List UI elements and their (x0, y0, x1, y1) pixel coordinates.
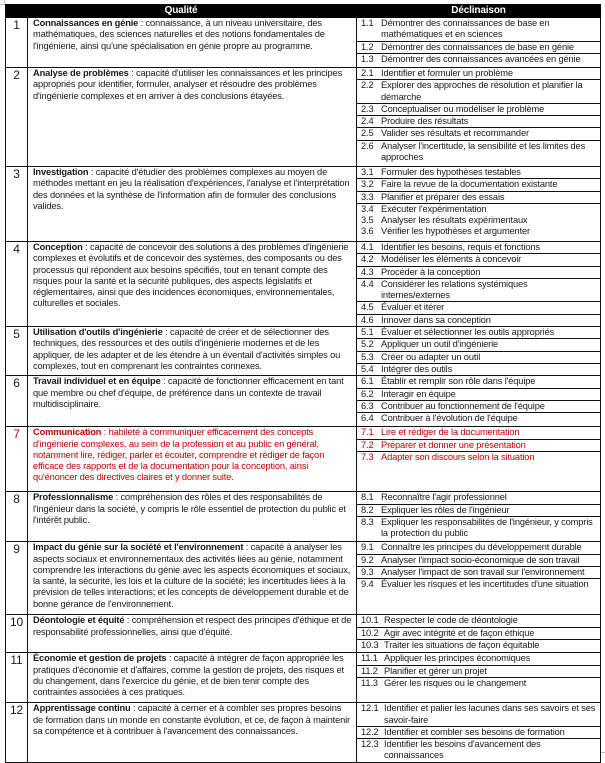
declension-item (357, 327, 600, 339)
quality-title: Analyse de problèmes (33, 68, 129, 78)
table-row (6, 376, 601, 427)
declension-code: 4.3 (361, 266, 374, 277)
declension-item (357, 401, 600, 413)
declension-cell (357, 376, 601, 427)
declension-label: Planifier et préparer des essais (381, 191, 505, 202)
declension-label: Expliquer les responsabilités de l'ingénieur, y compris la protection du public (381, 516, 593, 539)
table-row (6, 242, 601, 327)
quality-number: 8 (6, 492, 28, 542)
declension-code: 10.3 (361, 639, 379, 650)
header-quality: Qualité (6, 5, 357, 18)
declension-item (357, 80, 600, 104)
declension-item (357, 505, 600, 517)
title-separator: : (243, 542, 251, 553)
quality-title: Impact du génie sur la société et l'environnement (33, 542, 244, 553)
declension-item (357, 279, 600, 303)
declension-code: 6.1 (361, 376, 374, 387)
quality-title: Professionnalisme (33, 492, 114, 503)
declension-label: Identifier et palier les lacunes dans ses savoirs et ses savoir-faire (384, 703, 596, 725)
quality-title: Communication (33, 427, 102, 438)
declension-label: Adapter son discours selon la situation (381, 451, 535, 462)
declension-code: 9.2 (361, 554, 374, 565)
declension-item (357, 666, 600, 678)
table-row (6, 615, 601, 653)
declension-label: Vérifier les hypothèses et argumenter (381, 226, 530, 237)
quality-number: 9 (6, 542, 28, 615)
declension-item (357, 727, 600, 739)
declension-label: Intégrer des outils (381, 363, 453, 374)
declension-label: Modéliser les éléments à concevoir (381, 254, 522, 265)
declension-cell (357, 542, 601, 615)
declension-code: 2.5 (361, 128, 374, 139)
quality-description (28, 542, 357, 615)
declension-label: Identifier les besoins d'avancement des connaissances (384, 739, 541, 761)
declension-code: 4.4 (361, 278, 374, 289)
table-row (6, 492, 601, 542)
declension-code: 12.2 (361, 726, 379, 737)
title-separator: : (130, 703, 138, 714)
quality-number: 7 (6, 427, 28, 492)
quality-description (28, 242, 357, 327)
declension-item (357, 640, 600, 651)
declension-label: Gérer les risques ou le changement (384, 677, 527, 688)
declension-code: 4.1 (361, 242, 374, 252)
quality-text: capacité de créer et de sélectionner des techniques, des ressources et des outils d'ingénierie modernes et de les appliquer, de les adapter et de les étendre à un éventail d'activités simples ou complexes, tout en comprenant les contraintes connexes. (33, 327, 341, 371)
quality-title: Travail individuel et en équipe (33, 376, 161, 387)
title-separator: : (113, 492, 121, 503)
declension-item (357, 254, 600, 266)
declension-item (357, 628, 600, 640)
table-row (6, 327, 601, 376)
declension-label: Analyser l'incertitude, la sensibilité et les limites des approches (381, 140, 586, 163)
declension-item (357, 68, 600, 80)
declension-code: 9.4 (361, 579, 374, 590)
quality-number: 4 (6, 242, 28, 327)
declension-cell (357, 327, 601, 376)
declension-item (357, 18, 600, 42)
declension-item (357, 739, 600, 762)
declension-list (357, 242, 600, 326)
declension-label: Identifier et formuler un problème (381, 68, 513, 78)
quality-number: 1 (6, 18, 28, 68)
declension-code: 2.2 (361, 80, 374, 91)
declension-list (357, 18, 600, 65)
declension-list (357, 703, 600, 761)
declension-cell (357, 68, 601, 167)
declension-code: 9.3 (361, 566, 374, 577)
table-body (6, 18, 601, 763)
quality-number: 11 (6, 653, 28, 703)
declension-list (357, 653, 600, 689)
quality-text: capacité à intégrer de façon appropriée les pratiques d'économie et d'affaires, comme la gestion de projets, des risques et du changement, dans l'exercice du génie, et de bien tenir compte des contraintes associées à ces pratiques. (33, 653, 344, 698)
declension-code: 3.2 (361, 179, 374, 190)
quality-description (28, 376, 357, 427)
table-row (6, 167, 601, 242)
declension-item (357, 167, 600, 179)
declension-code: 7.2 (361, 439, 374, 450)
declension-item (357, 192, 600, 204)
quality-text: capacité de fonctionner efficacement en tant que membre ou chef d'équipe, de préférence dans un contexte de travail multidisciplinaire. (33, 376, 344, 409)
declension-item (357, 427, 600, 439)
quality-description (28, 427, 357, 492)
declension-code: 2.4 (361, 116, 374, 127)
quality-text: capacité de concevoir des solutions à des problèmes d'ingénierie complexes et évolutifs et de concevoir des systèmes, des composants ou des processus qui répondent aux besoins spécifiés, tout en tenant compte des risques pour la santé et la sécurité publiques, des aspects législatifs et réglementaires, ainsi que des incidences économiques, environnementales, culturelles et sociales. (33, 242, 349, 309)
declension-item (357, 352, 600, 364)
declension-code: 2.1 (361, 68, 374, 78)
declension-label: Analyser l'impact socio-économique de son travail (381, 554, 580, 565)
declension-item (357, 376, 600, 388)
title-separator: : (82, 242, 90, 252)
declension-list (357, 68, 600, 163)
declension-label: Identifier les besoins, requis et fonctions (381, 242, 540, 252)
declension-label: Considérer les relations systémiques internes/externes (381, 278, 528, 301)
quality-title: Utilisation d'outils d'ingénierie (33, 327, 163, 338)
declension-item (357, 615, 600, 627)
declension-list (357, 615, 600, 651)
declension-code: 3.5 (361, 215, 374, 226)
declension-list (357, 542, 600, 590)
declension-item (357, 226, 600, 237)
declension-code: 2.6 (361, 140, 374, 151)
declension-item (357, 315, 600, 326)
declension-code: 4.2 (361, 254, 374, 265)
declension-item (357, 339, 600, 351)
header-declension: Déclinaison (357, 5, 601, 18)
declension-item (357, 116, 600, 128)
declension-label: Analyser les résultats expérimentaux (381, 215, 528, 226)
declension-code: 8.2 (361, 504, 374, 515)
declension-item (357, 302, 600, 314)
quality-description (28, 615, 357, 653)
declension-item (357, 653, 600, 665)
quality-title: Déontologie et équité (33, 615, 125, 626)
declension-label: Exécuter l'expérimentation (381, 203, 487, 214)
declension-list (357, 167, 600, 238)
quality-number: 2 (6, 68, 28, 167)
declension-code: 5.3 (361, 351, 374, 362)
title-separator: : (101, 427, 109, 438)
declension-code: 6.2 (361, 388, 374, 399)
declension-code: 3.1 (361, 167, 374, 177)
declension-cell (357, 167, 601, 242)
title-separator: : (128, 68, 137, 78)
declension-code: 12.3 (361, 739, 379, 750)
declension-label: Faire la revue de la documentation existante (381, 179, 558, 190)
declension-code: 4.5 (361, 302, 374, 313)
quality-text: capacité à cerner et à combler ses propres besoins de formation dans un monde en constante évolution, et ce, de façon à maintenir sa compétence et à contribuer à l'avancement des connaissances. (33, 703, 351, 736)
declension-code: 7.3 (361, 451, 374, 462)
quality-text: connaissance, à un niveau universitaire, des mathématiques, des sciences naturelles et des notions fondamentales de l'ingénierie, ainsi qu'une spécialisation en génie propre au programme. (33, 18, 325, 51)
declension-code: 6.3 (361, 400, 374, 411)
declension-cell (357, 615, 601, 653)
quality-text: capacité à analyser les aspects sociaux et environnementaux des activités liées au génie, notamment comprendre les interactions du génie avec les aspects économiques et sociaux, la santé, la sécurité, les lois et la culture de la société; les incertitudes liées à la prévision de telles interactions; et les concepts de développement durable et de bonne gérance de l'environnement. (33, 542, 351, 609)
table-row (6, 427, 601, 492)
declension-code: 5.4 (361, 363, 374, 374)
declension-code: 8.3 (361, 516, 374, 527)
declension-label: Démontrer des connaissances avancées en génie (381, 53, 581, 64)
declension-label: Planifier et gérer un projet (384, 665, 487, 676)
declension-item (357, 452, 600, 463)
table-row (6, 703, 601, 763)
quality-text: compréhension et respect des principes d'éthique et de responsabilité professionnelles, ainsi que d'équité. (33, 615, 352, 637)
declension-label: Évaluer et itérer (381, 302, 445, 313)
declension-item (357, 492, 600, 504)
declension-cell (357, 427, 601, 492)
declension-label: Interagir en équipe (381, 388, 456, 399)
declension-label: Démontrer des connaissances de base en génie (381, 41, 574, 52)
declension-code: 3.3 (361, 191, 374, 202)
declension-code: 1.3 (361, 53, 374, 64)
declension-item (357, 54, 600, 65)
title-separator: : (166, 653, 174, 664)
quality-title: Investigation (33, 167, 89, 177)
title-separator: : (160, 376, 168, 387)
quality-title: Économie et gestion de projets (33, 653, 167, 664)
declension-label: Formuler des hypothèses testables (381, 167, 521, 177)
declension-cell (357, 242, 601, 327)
declension-item (357, 128, 600, 140)
declension-item (357, 579, 600, 590)
declension-cell (357, 492, 601, 542)
quality-text: habileté à communiquer efficacement des concepts d'ingénierie complexes, au sein de la profession et au public en général, notamment lire, rédiger, parler et écouter, comprendre et rédiger de façon efficace des rapports et de la documentation pour la conception, ainsi qu'énoncer des directives claires et y donner suite. (33, 427, 325, 483)
declension-code: 1.2 (361, 41, 374, 52)
declension-label: Expliquer les rôles de l'ingénieur (381, 504, 510, 515)
declension-item (357, 204, 600, 215)
quality-description (28, 492, 357, 542)
declension-cell (357, 653, 601, 703)
quality-text: capacité d'étudier des problèmes complexes au moyen de méthodes mettant en jeu la réalisation d'expériences, l'analyse et l'interprétation des données et la synthèse de l'information afin de formuler des conclusions valides. (33, 167, 350, 211)
declension-code: 9.1 (361, 542, 374, 553)
title-separator: : (124, 615, 132, 626)
declension-label: Innover dans sa conception (381, 314, 491, 325)
declension-item (357, 440, 600, 452)
declension-label: Explorer des approches de résolution et planifier la démarche (381, 80, 583, 102)
quality-number: 12 (6, 703, 28, 763)
declension-item (357, 179, 600, 191)
declension-label: Évaluer et sélectionner les outils appropriés (381, 327, 555, 338)
declension-label: Contribuer au fonctionnement de l'équipe (381, 400, 545, 411)
quality-number: 3 (6, 167, 28, 242)
declension-item (357, 364, 600, 375)
declension-item (357, 215, 600, 226)
declension-code: 11.2 (361, 665, 378, 676)
table-row (6, 68, 601, 167)
quality-title: Conception (33, 242, 83, 252)
declension-label: Évaluer les risques et les incertitudes d'une situation (381, 579, 589, 590)
declension-code: 11.3 (361, 677, 378, 688)
declension-code: 3.4 (361, 203, 374, 214)
declension-label: Conceptualiser ou modéliser le problème (381, 103, 545, 114)
quality-number: 5 (6, 327, 28, 376)
table-row (6, 542, 601, 615)
table-row (6, 653, 601, 703)
declension-label: Lire et rédiger de la documentation (381, 427, 520, 438)
declension-code: 6.4 (361, 413, 374, 424)
declension-item (357, 678, 600, 689)
declension-cell (357, 703, 601, 763)
declension-label: Établir et remplir son rôle dans l'équipe (381, 376, 536, 387)
declension-label: Contribuer à l'évolution de l'équipe (381, 413, 518, 424)
declension-label: Appliquer un outil d'ingénierie (381, 339, 499, 350)
declension-item (357, 413, 600, 424)
declension-label: Créer ou adapter un outil (381, 351, 481, 362)
declension-label: Valider ses résultats et recommander (381, 128, 529, 139)
declension-cell (357, 18, 601, 68)
declension-code: 1.1 (361, 18, 374, 28)
title-separator: : (138, 18, 146, 28)
declension-list (357, 376, 600, 424)
declension-list (357, 427, 600, 463)
quality-description (28, 167, 357, 242)
declension-item (357, 567, 600, 579)
declension-item (357, 242, 600, 254)
declension-code: 5.1 (361, 327, 374, 338)
declension-code: 10.1 (361, 615, 379, 626)
table-header-row (6, 5, 601, 18)
declension-label: Analyser l'impact de son travail sur l'environnement (381, 566, 585, 577)
declension-label: Reconnaître l'agir professionnel (381, 492, 507, 503)
declension-label: Connaître les principes du développement durable (381, 542, 582, 553)
quality-title: Connaissances en génie (33, 18, 139, 28)
declension-code: 4.6 (361, 314, 374, 325)
quality-description (28, 68, 357, 167)
quality-number: 10 (6, 615, 28, 653)
declension-item (357, 389, 600, 401)
declension-list (357, 327, 600, 375)
declension-label: Démontrer des connaissances de base en mathématiques et en sciences (381, 18, 550, 40)
declension-label: Procéder à la conception (381, 266, 481, 277)
declension-item (357, 141, 600, 164)
declension-label: Produire des résultats (381, 116, 469, 127)
declension-label: Identifier et combler ses besoins de formation (384, 726, 565, 737)
declension-label: Préparer et donner une présentation (381, 439, 526, 450)
quality-description (28, 18, 357, 68)
declension-item (357, 42, 600, 54)
declension-label: Agir avec intégrité et de façon éthique (384, 627, 535, 638)
quality-text: compréhension des rôles et des responsabilités de l'ingénieur dans la société, y compris le rôle essentiel de protection du public et l'intérêt public. (33, 492, 346, 525)
title-separator: : (162, 327, 170, 338)
table-row (6, 18, 601, 68)
declension-item (357, 555, 600, 567)
quality-title: Apprentissage continu (33, 703, 131, 714)
declension-item (357, 542, 600, 554)
declension-code: 11.1 (361, 653, 378, 664)
quality-number: 6 (6, 376, 28, 427)
declension-code: 5.2 (361, 339, 374, 350)
title-separator: : (88, 167, 96, 177)
declension-code: 3.6 (361, 226, 374, 237)
declension-list (357, 492, 600, 539)
declension-code: 2.3 (361, 103, 374, 114)
declension-item (357, 267, 600, 279)
declension-item (357, 703, 600, 727)
declension-label: Traiter les situations de façon équitable (384, 639, 540, 650)
declension-label: Appliquer les principes économiques (384, 653, 531, 664)
qualities-table (5, 4, 601, 763)
declension-code: 12.1 (361, 703, 379, 714)
quality-description (28, 327, 357, 376)
declension-item (357, 517, 600, 540)
declension-code: 10.2 (361, 627, 379, 638)
declension-code: 8.1 (361, 492, 374, 503)
declension-code: 7.1 (361, 427, 374, 438)
declension-label: Respecter le code de déontologie (384, 615, 518, 626)
quality-text: capacité d'utiliser les connaissances et les principes appropriés pour identifier, formuler, analyser et résoudre des problèmes d'ingénierie complexes et en arriver à des conclusions étayées. (33, 68, 343, 101)
quality-description (28, 653, 357, 703)
quality-description (28, 703, 357, 763)
declension-item (357, 104, 600, 116)
